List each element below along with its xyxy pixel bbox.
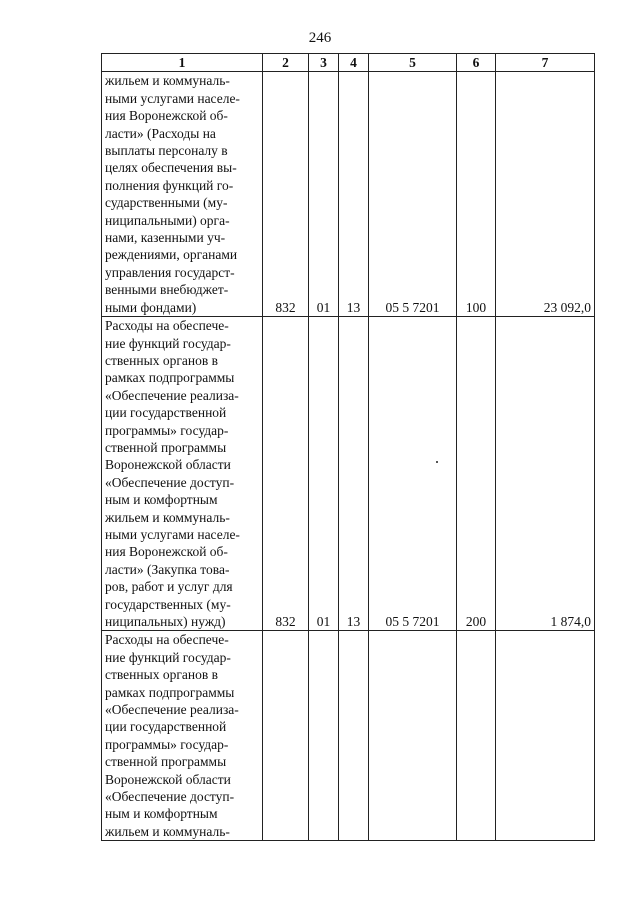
target-article-code	[369, 631, 457, 841]
description-line: ции государственной	[105, 719, 227, 735]
section-code	[309, 631, 339, 841]
ministry-code: 832	[263, 317, 309, 631]
subsection-code: 13	[339, 317, 369, 631]
description-line: жильем и коммуналь-	[105, 823, 230, 839]
row-description	[102, 317, 263, 631]
description-line: программы» государ-	[105, 422, 229, 438]
description-line: жильем и коммуналь-	[105, 509, 230, 525]
description-line: ров, работ и услуг для	[105, 579, 233, 595]
amount: 23 092,0	[496, 72, 595, 317]
subsection-code	[339, 631, 369, 841]
description-line: ния Воронежской об-	[105, 544, 228, 560]
row-description	[102, 631, 263, 841]
description-line: ными услугами населе-	[105, 526, 240, 542]
expense-type-code: 100	[457, 72, 496, 317]
description-line: Воронежской области	[105, 457, 231, 473]
header-row	[102, 54, 595, 72]
description-line: программы» государ-	[105, 736, 229, 752]
description-line: венными внебюджет-	[105, 282, 229, 298]
description-line: ными услугами населе-	[105, 90, 240, 106]
description-line: ственных органов в	[105, 352, 218, 368]
description-line: «Обеспечение доступ-	[105, 789, 235, 805]
header-col-4: 4	[339, 54, 369, 72]
header-col-3: 3	[309, 54, 339, 72]
description-line: реждениями, органами	[105, 247, 238, 263]
ministry-code	[263, 631, 309, 841]
description-line: рамках подпрограммы	[105, 684, 235, 700]
description-line: выплаты персоналу в	[105, 143, 228, 159]
row-description	[102, 72, 263, 317]
description-line: ние функций государ-	[105, 335, 231, 351]
header-col-2: 2	[263, 54, 309, 72]
description-line: ственной программы	[105, 754, 227, 770]
description-line: рамках подпрограммы	[105, 370, 235, 386]
table-row	[102, 631, 595, 841]
description-line: ным и комфортным	[105, 806, 218, 822]
description-line: «Обеспечение реализа-	[105, 702, 239, 718]
table-row	[102, 317, 595, 631]
ministry-code: 832	[263, 72, 309, 317]
target-article-code: 05 5 7201	[369, 72, 457, 317]
description-line: ции государственной	[105, 405, 227, 421]
description-line: ным и комфортным	[105, 492, 218, 508]
description-line: Расходы на обеспече-	[105, 318, 229, 334]
description-line: Воронежской области	[105, 771, 231, 787]
description-line: ными фондами)	[105, 299, 197, 315]
expense-type-code: 200	[457, 317, 496, 631]
description-line: ственной программы	[105, 439, 227, 455]
description-line: ласти» (Расходы на	[105, 125, 216, 141]
page-number: 246	[308, 30, 332, 46]
header-col-5: 5	[369, 54, 457, 72]
expense-type-code	[457, 631, 496, 841]
budget-table	[101, 53, 595, 841]
table-row	[102, 72, 595, 317]
target-article-code: 05 5 7201	[369, 317, 457, 631]
description-line: ственных органов в	[105, 667, 218, 683]
description-line: жильем и коммуналь-	[105, 73, 230, 89]
description-line: ниципальных) нужд)	[105, 614, 226, 629]
description-line: «Обеспечение реализа-	[105, 387, 239, 403]
description-line: Расходы на обеспече-	[105, 632, 229, 648]
description-line: управления государст-	[105, 264, 235, 280]
description-line: ния Воронежской об-	[105, 108, 228, 124]
description-line: ние функций государ-	[105, 649, 231, 665]
description-line: полнения функций го-	[105, 177, 234, 193]
description-line: государственных (му-	[105, 596, 231, 612]
amount: 1 874,0	[496, 317, 595, 631]
description-line: ласти» (Закупка това-	[105, 561, 230, 577]
header-col-1: 1	[102, 54, 263, 72]
description-line: нами, казенными уч-	[105, 230, 226, 246]
description-line: целях обеспечения вы-	[105, 160, 237, 176]
amount	[496, 631, 595, 841]
section-code: 01	[309, 72, 339, 317]
description-line: «Обеспечение доступ-	[105, 474, 235, 490]
section-code: 01	[309, 317, 339, 631]
header-col-7: 7	[496, 54, 595, 72]
subsection-code: 13	[339, 72, 369, 317]
header-col-6: 6	[457, 54, 496, 72]
description-line: ниципальными) орга-	[105, 212, 230, 228]
scan-speck	[436, 461, 438, 463]
description-line: сударственными (му-	[105, 195, 228, 211]
